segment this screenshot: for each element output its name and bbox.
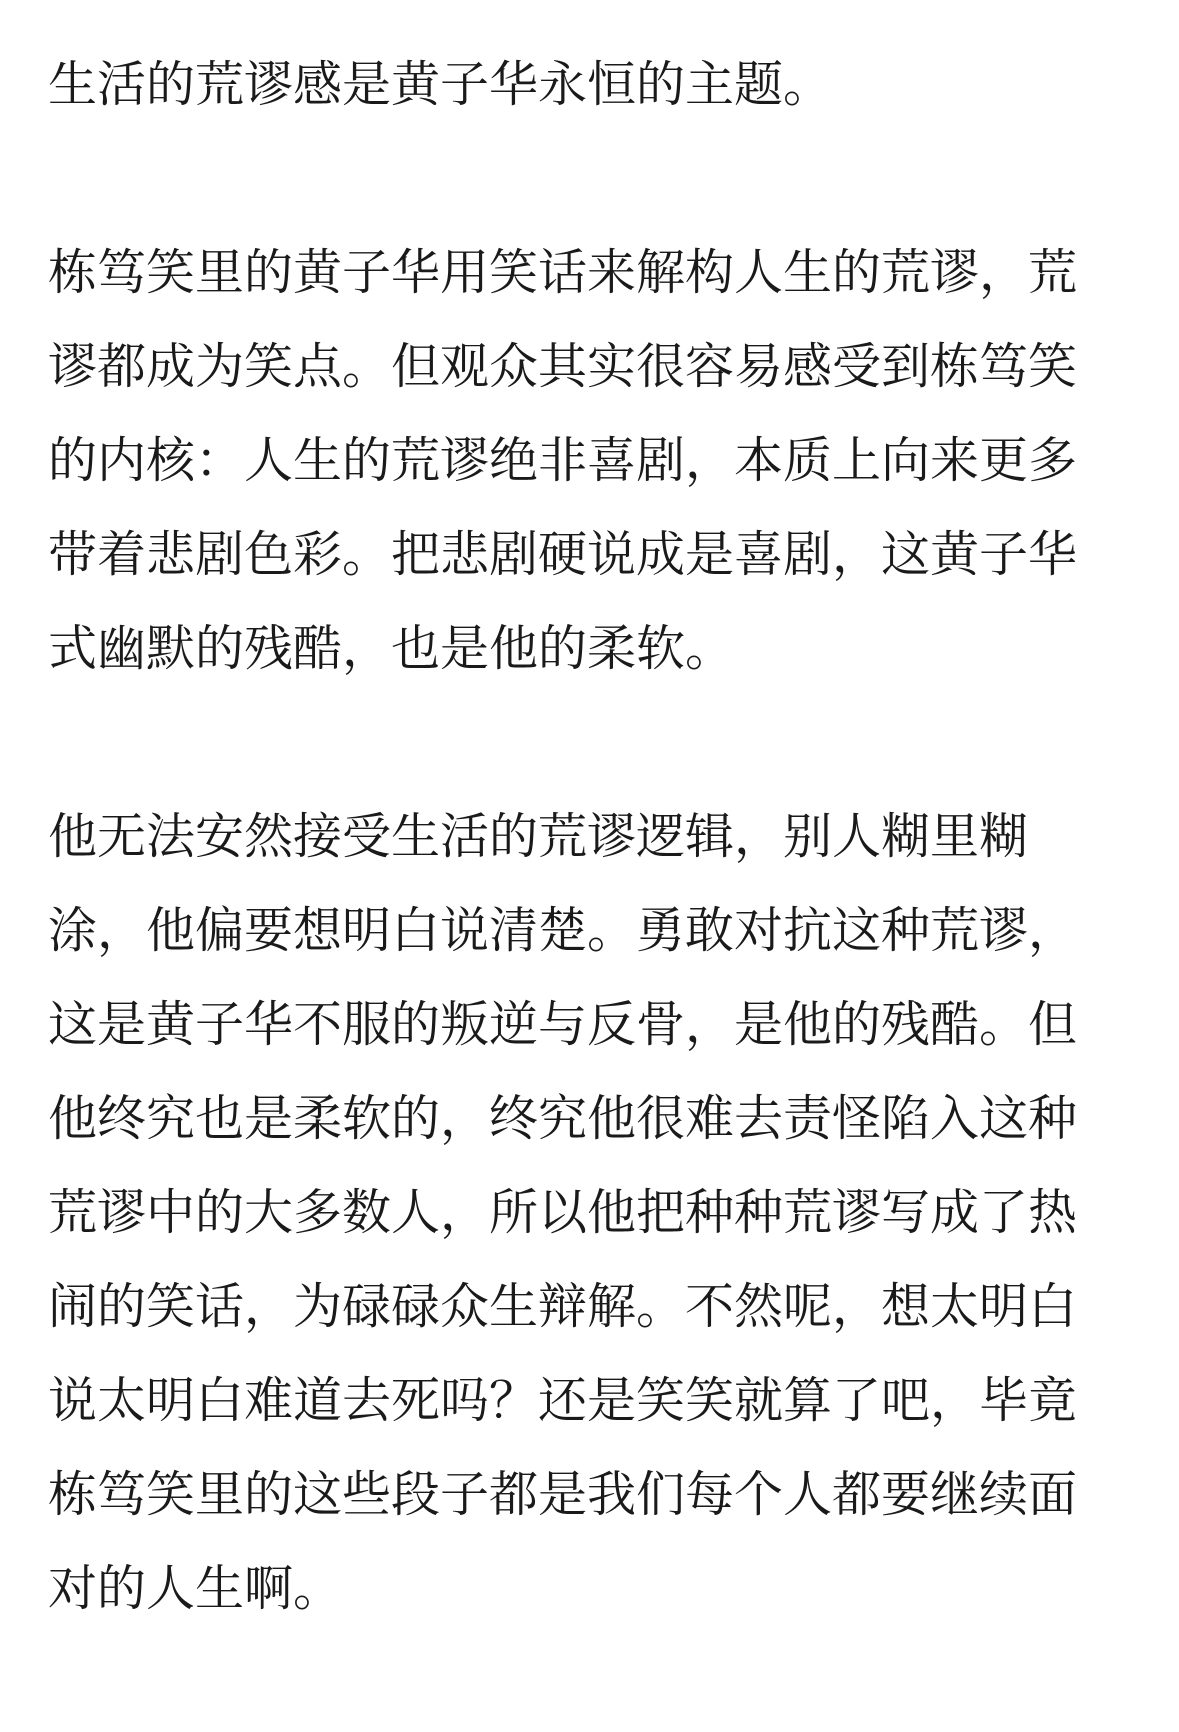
text-line: 式幽默的残酷，也是他的柔软。 <box>48 620 735 677</box>
text-line: 他终究也是柔软的，终究他很难去责怪陷入这种 <box>48 1090 1078 1147</box>
text-line: 栋笃笑里的这些段子都是我们每个人都要继续面 <box>48 1466 1078 1523</box>
text-line: 的内核：人生的荒谬绝非喜剧，本质上向来更多 <box>48 432 1078 489</box>
text-line: 荒谬中的大多数人，所以他把种种荒谬写成了热 <box>48 1184 1078 1241</box>
text-line: 对的人生啊。 <box>48 1560 343 1617</box>
text-line: 生活的荒谬感是黄子华永恒的主题。 <box>48 56 833 113</box>
text-line: 涂，他偏要想明白说清楚。勇敢对抗这种荒谬， <box>48 902 1078 959</box>
text-line: 带着悲剧色彩。把悲剧硬说成是喜剧，这黄子华 <box>48 526 1078 583</box>
article-body <box>48 38 1136 1636</box>
text-line: 这是黄子华不服的叛逆与反骨，是他的残酷。但 <box>48 996 1078 1053</box>
text-line: 谬都成为笑点。但观众其实很容易感受到栋笃笑 <box>48 338 1078 395</box>
text-line: 栋笃笑里的黄子华用笑话来解构人生的荒谬，荒 <box>48 244 1078 301</box>
text-line: 闹的笑话，为碌碌众生辩解。不然呢，想太明白 <box>48 1278 1078 1335</box>
paragraph-1 <box>48 38 1136 132</box>
text-line: 说太明白难道去死吗？还是笑笑就算了吧，毕竟 <box>48 1372 1078 1429</box>
text-line: 他无法安然接受生活的荒谬逻辑，别人糊里糊 <box>48 808 1029 865</box>
paragraph-2 <box>48 226 1136 696</box>
paragraph-3 <box>48 790 1136 1636</box>
